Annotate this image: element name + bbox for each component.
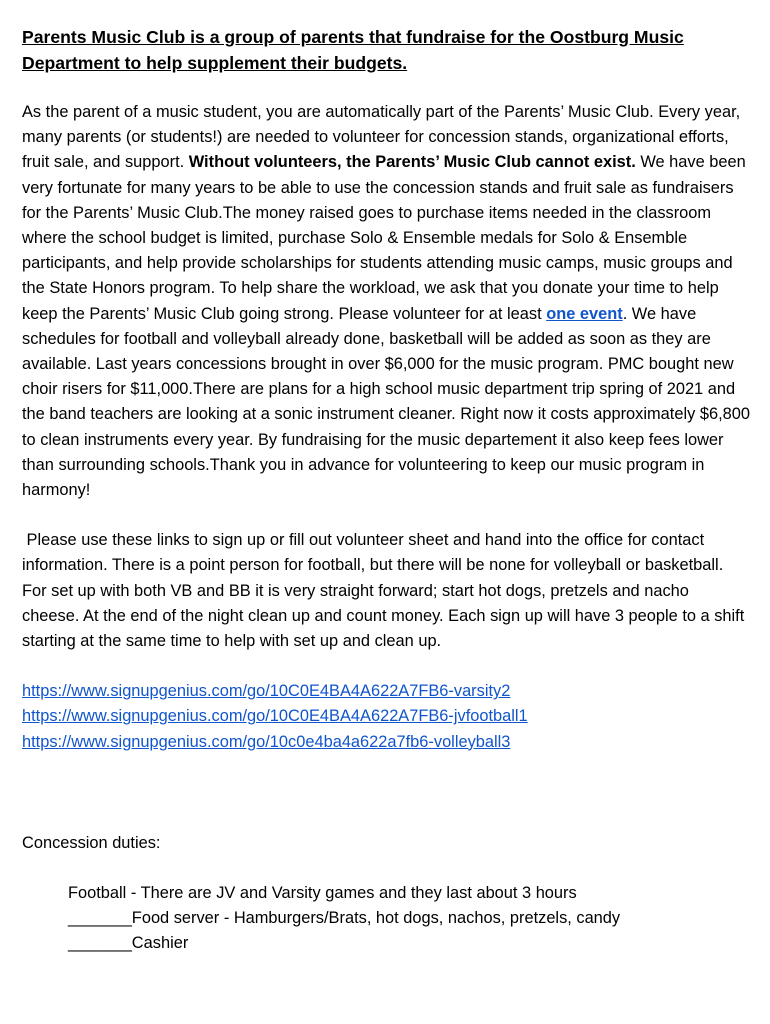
football-duty: Football - There are JV and Varsity games and they last about 3 hours — [68, 884, 577, 903]
intro-bold-statement: Without volunteers, the Parents’ Music Club cannot exist. — [188, 153, 636, 172]
intro-paragraph — [22, 100, 752, 503]
cashier-duty: _______Cashier — [68, 934, 189, 953]
signup-instructions-paragraph: Please use these links to sign up or fill out volunteer sheet and hand into the office for contact information. There is a point person for football, but there will be none for volleyball or basketball. For set up with both VB and BB it is very straight forward; start hot dogs, pretzels and nacho cheese. At the end of the night clean up and count money. Each sign up will have 3 people to a shift starting at the same time to help with set up and clean up. — [22, 531, 745, 651]
signup-link-volleyball[interactable]: https://www.signupgenius.com/go/10c0e4ba4a622a7fb6-volleyball3 — [22, 732, 511, 751]
signup-links — [22, 679, 748, 755]
food-server-duty: _______Food server - Hamburgers/Brats, hot dogs, nachos, pretzels, candy — [68, 909, 621, 928]
concession-duties-heading: Concession duties: — [22, 833, 161, 852]
page-heading: Parents Music Club is a group of parents that fundraise for the Oostburg Music Department to help supplement their budgets. — [22, 27, 684, 73]
concession-duties-list — [22, 881, 748, 957]
signup-link-jvfootball[interactable]: https://www.signupgenius.com/go/10C0E4BA4A622A7FB6-jvfootball1 — [22, 707, 528, 726]
one-event-link[interactable]: one event — [546, 304, 623, 323]
intro-text-a: As the parent of a music student, you are automatically part of the Parents’ Music Club. Every year, many parents (or students!) are needed to volunteer for concession stands, organizational efforts, fruit sale, and support. — [22, 103, 741, 172]
intro-text-c: . We have schedules for football and volleyball already done, basketball will be added as soon as they are available. Last years concessions brought in over $6,000 for the music program. PMC bought new choir risers for $11,000.There are plans for a high school music department trip spring of 2021 and the band teachers are looking at a sonic instrument cleaner. Right now it costs approximately $6,800 to clean instruments every year. By fundraising for the music departement it also keep fees lower than surrounding schools.Thank you in advance for volunteering to keep our music program in harmony! — [22, 304, 750, 500]
signup-link-varsity[interactable]: https://www.signupgenius.com/go/10C0E4BA4A622A7FB6-varsity2 — [22, 682, 511, 701]
intro-text-b: We have been very fortunate for many years to be able to use the concession stands and fruit sale as fundraisers for the Parents’ Music Club.The money raised goes to purchase items needed in the classroom where the school budget is limited, purchase Solo & Ensemble medals for Solo & Ensemble participants, and help provide scholarships for students attending music camps, music groups and the State Honors program. To help share the workload, we ask that you donate your time to help keep the Parents’ Music Club going strong. Please volunteer for at least — [22, 153, 746, 323]
